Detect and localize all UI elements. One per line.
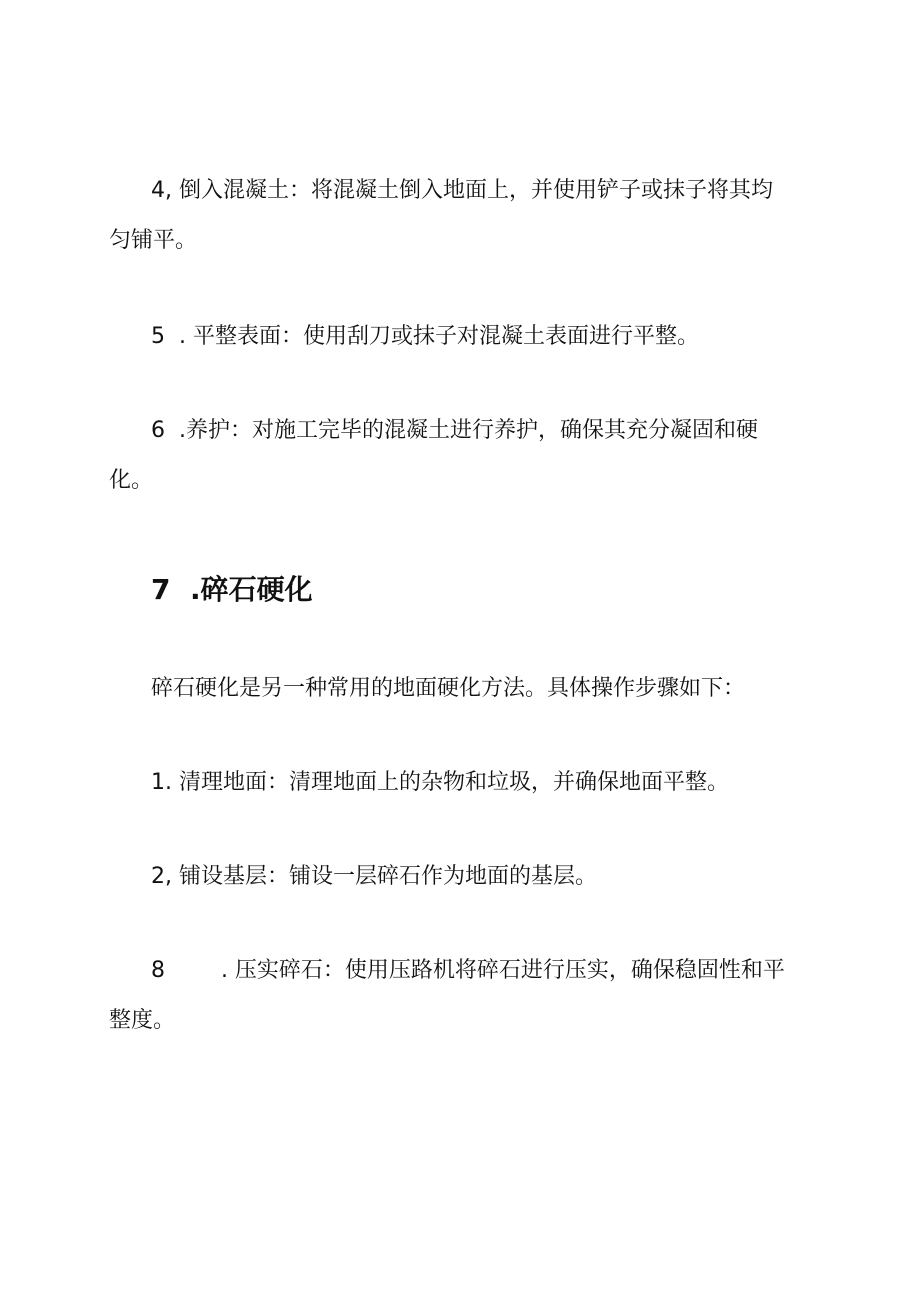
text-line: 4, 倒入混凝土：将混凝土倒入地面上，并使用铲子或抹子将其均: [151, 178, 773, 203]
text-line: 碎石硬化是另一种常用的地面硬化方法。具体操作步骤如下：: [151, 676, 746, 701]
text-line: 1. 清理地面：清理地面上的杂物和垃圾，并确保地面平整。: [151, 770, 729, 795]
paragraph-step-4: [109, 166, 814, 266]
text-line: 6 .养护：对施工完毕的混凝土进行养护，确保其充分凝固和硬: [151, 418, 758, 443]
text-line: 2, 铺设基层：铺设一层碎石作为地面的基层。: [151, 864, 597, 889]
section-heading: 7 .碎石硬化: [151, 573, 313, 606]
text-line: 8 . 压实碎石：使用压路机将碎石进行压实，确保稳固性和平: [151, 958, 785, 983]
paragraph-gravel-step-1: [109, 758, 814, 808]
text-line: 匀铺平。: [109, 228, 198, 253]
paragraph-step-6: [109, 406, 814, 506]
paragraph-gravel-step-2: [109, 852, 814, 902]
text-line: 整度。: [109, 1008, 176, 1033]
text-line: 5 . 平整表面：使用刮刀或抹子对混凝土表面进行平整。: [151, 324, 699, 349]
paragraph-step-5: [109, 312, 814, 362]
paragraph-gravel-step-3: [109, 946, 814, 1046]
text-line: 化。: [109, 468, 154, 493]
paragraph-intro: [109, 664, 814, 714]
